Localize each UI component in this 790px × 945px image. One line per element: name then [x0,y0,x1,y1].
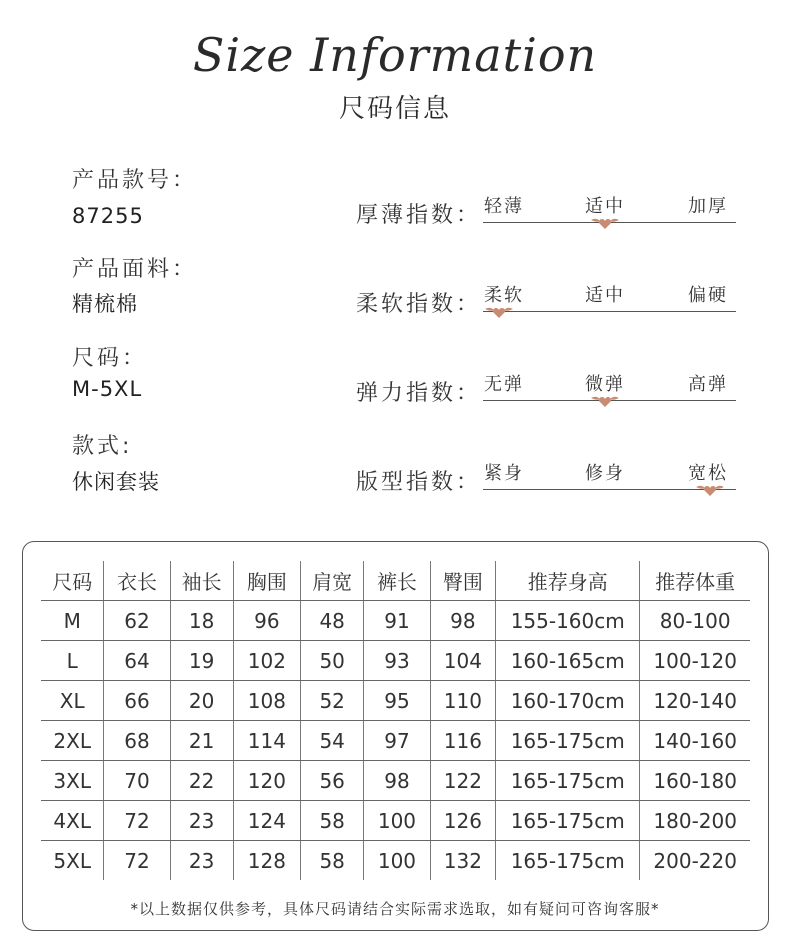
heart-wing-icon [590,215,620,229]
column-header: 尺码 [41,561,104,601]
table-cell: 120 [233,761,300,801]
table-cell: 19 [170,641,233,681]
index-option: 柔软 [484,285,524,306]
table-cell: 132 [430,841,495,881]
table-cell: 70 [104,761,170,801]
table-row [41,681,750,721]
table-cell: 54 [301,721,364,761]
table-cell: 108 [233,681,300,721]
column-header: 胸围 [233,561,300,601]
table-cell: 126 [430,801,495,841]
index-option: 紧身 [484,463,524,484]
table-cell: 114 [233,721,300,761]
column-header: 推荐体重 [640,561,750,601]
index-option: 轻薄 [484,196,524,217]
table-cell: 100 [364,841,430,881]
table-cell: 165-175cm [496,801,640,841]
table-cell: 21 [170,721,233,761]
disclaimer-note: *以上数据仅供参考，具体尺码请结合实际需求选取，如有疑问可咨询客服* [130,900,660,918]
product-code-value: 87255 [72,204,144,228]
table-cell: 23 [170,801,233,841]
index-option: 适中 [585,285,625,306]
table-cell: 62 [104,601,170,641]
table-cell: 97 [364,721,430,761]
index-name: 版型指数： [356,470,482,495]
table-row [41,841,750,881]
page-title: 尺码信息 [338,94,451,124]
table-row [41,801,750,841]
table-cell: 165-175cm [496,721,640,761]
heart-wing-icon [484,304,514,318]
table-cell: 4XL [41,801,104,841]
table-cell: 160-165cm [496,641,640,681]
table-cell: 66 [104,681,170,721]
heart-wing-icon [695,482,725,496]
column-header: 裤长 [364,561,430,601]
table-cell: 72 [104,801,170,841]
fabric-label: 产品面料： [72,257,198,282]
table-cell: 56 [301,761,364,801]
table-cell: 95 [364,681,430,721]
table-cell: 3XL [41,761,104,801]
table-cell: 110 [430,681,495,721]
index-option: 无弹 [484,374,524,395]
table-cell: 124 [233,801,300,841]
table-row [41,641,750,681]
table-cell: 64 [104,641,170,681]
table-cell: 2XL [41,721,104,761]
table-cell: 104 [430,641,495,681]
table-cell: L [41,641,104,681]
index-option: 偏硬 [688,285,728,306]
index-name: 弹力指数： [356,381,482,406]
table-cell: 96 [233,601,300,641]
product-code-label: 产品款号： [72,168,198,193]
table-cell: 160-170cm [496,681,640,721]
table-cell: 200-220 [640,841,750,881]
table-cell: 165-175cm [496,761,640,801]
table-cell: 91 [364,601,430,641]
table-cell: 155-160cm [496,601,640,641]
table-cell: 165-175cm [496,841,640,881]
size-value: M-5XL [72,377,143,401]
table-cell: 23 [170,841,233,881]
index-option: 高弹 [688,374,728,395]
table-cell: 102 [233,641,300,681]
table-cell: 20 [170,681,233,721]
table-cell: 58 [301,801,364,841]
table-cell: 22 [170,761,233,801]
table-cell: 48 [301,601,364,641]
index-name: 厚薄指数： [356,203,482,228]
index-scale-line [483,311,736,312]
index-option: 宽松 [688,463,728,484]
table-cell: XL [41,681,104,721]
table-cell: 100 [364,801,430,841]
index-option: 加厚 [688,196,728,217]
table-cell: 52 [301,681,364,721]
table-row [41,601,750,641]
table-cell: 98 [364,761,430,801]
table-cell: 120-140 [640,681,750,721]
table-cell: 68 [104,721,170,761]
index-option: 修身 [585,463,625,484]
script-title: Size Information [192,28,598,82]
index-option: 微弹 [585,374,625,395]
column-header: 肩宽 [301,561,364,601]
table-header-row [41,561,750,601]
table-cell: M [41,601,104,641]
table-cell: 18 [170,601,233,641]
table-cell: 58 [301,841,364,881]
style-label: 款式: [72,434,133,459]
size-label: 尺码： [72,346,148,371]
table-cell: 116 [430,721,495,761]
fabric-value: 精梳棉 [72,292,138,316]
heart-wing-icon [590,393,620,407]
table-cell: 160-180 [640,761,750,801]
table-cell: 128 [233,841,300,881]
table-cell: 122 [430,761,495,801]
size-table [41,561,750,880]
table-row [41,721,750,761]
index-option: 适中 [585,196,625,217]
index-name: 柔软指数： [356,292,482,317]
table-cell: 50 [301,641,364,681]
column-header: 袖长 [170,561,233,601]
table-cell: 80-100 [640,601,750,641]
table-cell: 180-200 [640,801,750,841]
table-row [41,761,750,801]
table-cell: 98 [430,601,495,641]
table-cell: 93 [364,641,430,681]
table-cell: 5XL [53,848,91,873]
table-cell: 100-120 [640,641,750,681]
column-header: 臀围 [430,561,495,601]
table-cell: 140-160 [640,721,750,761]
table-cell: 72 [104,841,170,881]
column-header: 衣长 [104,561,170,601]
column-header: 推荐身高 [496,561,640,601]
style-value: 休闲套装 [72,470,160,494]
